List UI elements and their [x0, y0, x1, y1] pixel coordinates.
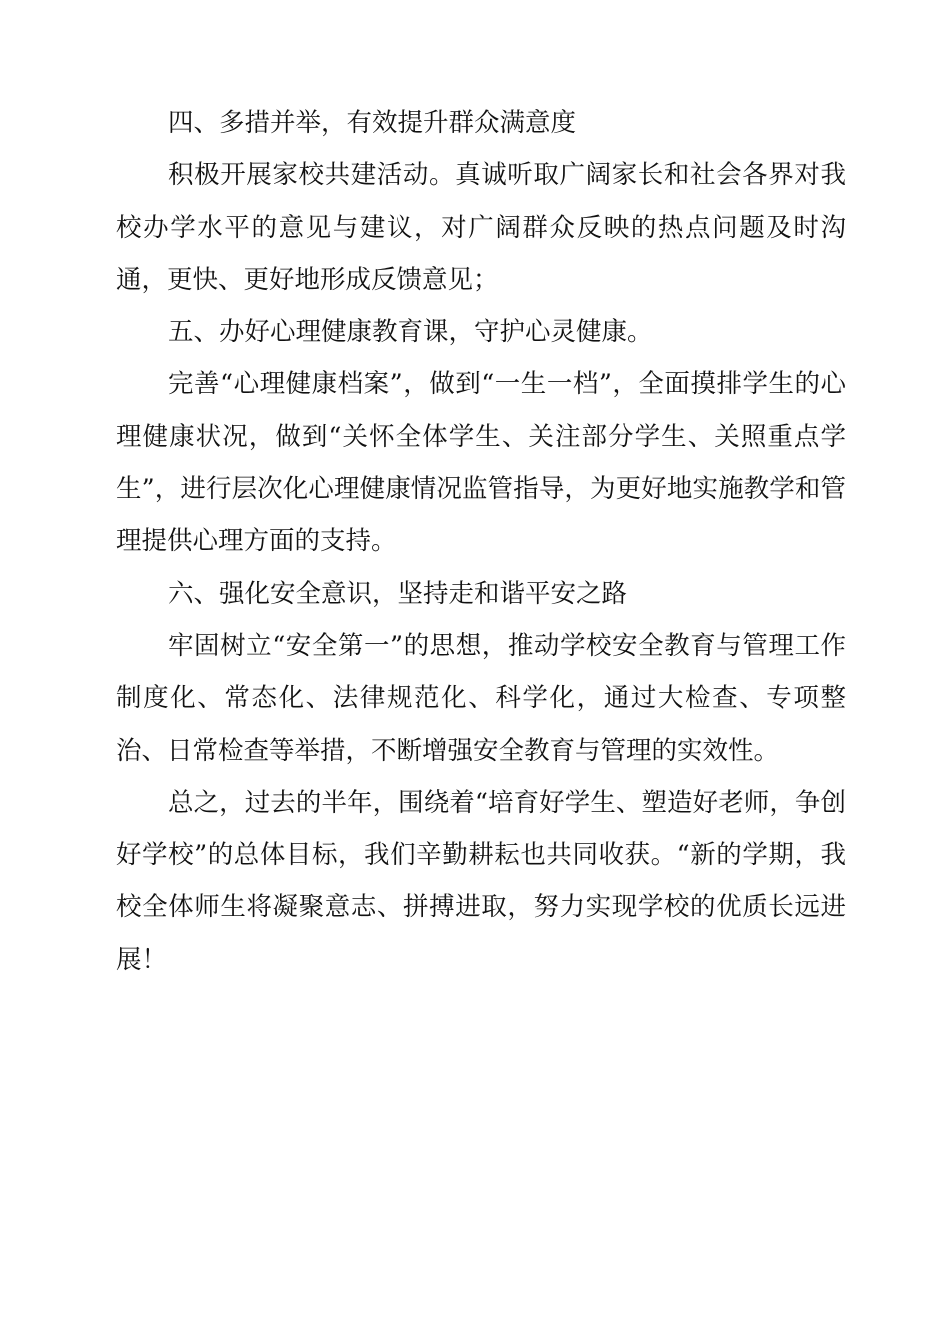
section-body-4: 积极开展家校共建活动。真诚听取广阔家长和社会各界对我校办学水平的意见与建议，对广阔群众反映的热点问题及时沟通，更快、更好地形成反馈意见； [116, 160, 846, 295]
section-heading-4: 四、多措并举，有效提升群众满意度 [168, 108, 577, 138]
section-body-5: 完善“心理健康档案”，做到“一生一档”，全面摸排学生的心理健康状况，做到“关怀全体学生、关注部分学生、关照重点学生”，进行层次化心理健康情况监管指导，为更好地实施教学和管理提供心理方面的支持。 [116, 369, 846, 557]
document-body [116, 97, 846, 986]
section-body-6: 牢固树立“安全第一”的思想，推动学校安全教育与管理工作制度化、常态化、法律规范化、科学化，通过大检查、专项整治、日常检查等举措，不断增强安全教育与管理的实效性。 [116, 630, 846, 766]
section-heading-6: 六、强化安全意识，坚持走和谐平安之路 [168, 578, 628, 609]
conclusion-paragraph: 总之，过去的半年，围绕着“培育好学生、塑造好老师，争创好学校”的总体目标，我们辛勤耕耘也共同收获。“新的学期，我校全体师生将凝聚意志、拼搏进取，努力实现学校的优质长远进展！ [116, 787, 846, 975]
section-heading-5: 五、办好心理健康教育课，守护心灵健康。 [168, 317, 653, 348]
